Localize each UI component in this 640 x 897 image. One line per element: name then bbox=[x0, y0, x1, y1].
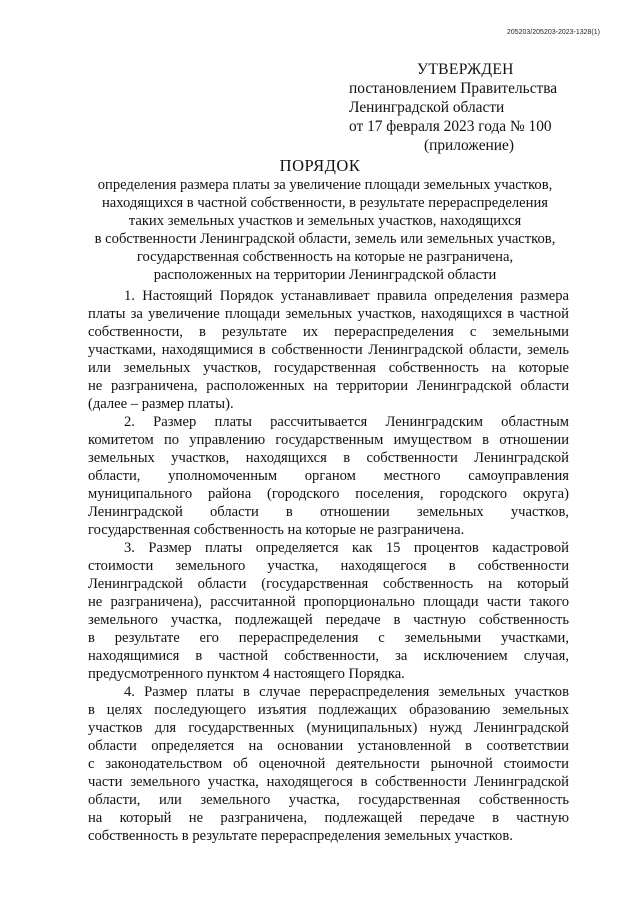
paragraph-line: земельных участков, находящихся в собственности Ленинградской bbox=[88, 450, 569, 466]
paragraph-line: земельного участка, подлежащей передаче в частную собственность bbox=[88, 612, 569, 628]
subtitle-line: таких земельных участков и земельных участков, находящихся bbox=[128, 213, 522, 229]
paragraph-line: 2. Размер платы рассчитывается Ленинградским областным bbox=[124, 414, 569, 430]
approval-heading: УТВЕРЖДЕН bbox=[417, 61, 514, 78]
document-title: ПОРЯДОК bbox=[279, 156, 361, 175]
approval-stamp-block bbox=[349, 60, 557, 155]
paragraph-line: на который не разграничена, подлежащей передаче в частную bbox=[88, 810, 569, 826]
paragraph-line: 1. Настоящий Порядок устанавливает правила определения размера bbox=[124, 288, 569, 304]
approval-appendix-label: (приложение) bbox=[424, 137, 514, 154]
paragraph-line: с законодательством об оценочной деятельности рыночной стоимости bbox=[88, 756, 569, 772]
paragraph-line: 4. Размер платы в случае перераспределения земельных участков bbox=[124, 684, 569, 700]
paragraph-line: участков для государственных (муниципальных) нужд Ленинградской bbox=[88, 720, 569, 736]
paragraph-2 bbox=[88, 413, 569, 539]
subtitle-line: в собственности Ленинградской области, земель или земельных участков, bbox=[94, 231, 556, 247]
paragraph-line: предусмотренного пунктом 4 настоящего Порядка. bbox=[88, 666, 405, 682]
paragraph-line: не разграничена), рассчитанной пропорционально площади части такого bbox=[88, 594, 569, 610]
paragraph-line: комитетом по управлению государственным имуществом в отношении bbox=[88, 432, 569, 448]
paragraph-line: государственная собственность на которые не разграничена. bbox=[88, 522, 465, 538]
subtitle-line: государственная собственность на которые не разграничена, bbox=[136, 249, 514, 265]
paragraph-line: области, или земельного участка, государственная собственность bbox=[88, 792, 569, 808]
document-subtitle bbox=[80, 176, 570, 284]
paragraph-line: области, уполномоченным органом местного самоуправления bbox=[88, 468, 569, 484]
paragraph-line: участками, находящимися в собственности Ленинградской области, земель bbox=[88, 342, 569, 358]
paragraph-line: области определяется на основании установленной в соответствии bbox=[88, 738, 569, 754]
subtitle-line: находящихся в частной собственности, в результате перераспределения bbox=[101, 195, 548, 211]
paragraph-line: не разграничена, расположенных на территории Ленинградской области bbox=[88, 378, 569, 394]
paragraph-line: части земельного участка, находящегося в собственности Ленинградской bbox=[88, 774, 569, 790]
paragraph-4 bbox=[88, 683, 569, 845]
document-body bbox=[88, 287, 569, 845]
paragraph-3 bbox=[88, 539, 569, 683]
paragraph-line: в целях последующего изъятия подлежащих образованию земельных bbox=[88, 702, 569, 718]
paragraph-line: собственности, в результате их перераспределения с земельными bbox=[88, 324, 569, 340]
paragraph-line: (далее – размер платы). bbox=[88, 396, 234, 412]
document-registration-number: 205203/205203-2023-1328(1) bbox=[506, 29, 600, 36]
subtitle-line: расположенных на территории Ленинградской области bbox=[153, 267, 497, 283]
paragraph-line: 3. Размер платы определяется как 15 процентов кадастровой bbox=[124, 540, 569, 556]
paragraph-line: или земельных участков, государственная собственность на которые bbox=[88, 360, 569, 376]
paragraph-line: в результате его перераспределения с земельными участками, bbox=[88, 630, 569, 646]
approval-line: постановлением Правительства bbox=[349, 80, 558, 97]
paragraph-1 bbox=[88, 287, 569, 413]
paragraph-line: Ленинградской области в отношении земельных участков, bbox=[88, 504, 569, 520]
paragraph-line: платы за увеличение площади земельных участков, находящихся в частной bbox=[88, 306, 569, 322]
approval-line: от 17 февраля 2023 года № 100 bbox=[349, 118, 552, 135]
paragraph-line: муниципального района (городского поселения, городского округа) bbox=[88, 486, 569, 502]
paragraph-line: Ленинградской области (государственная собственность на который bbox=[88, 576, 569, 592]
approval-line: Ленинградской области bbox=[349, 99, 505, 116]
paragraph-line: стоимости земельного участка, находящегося в собственности bbox=[88, 558, 569, 574]
paragraph-line: находящимися в частной собственности, за исключением случая, bbox=[88, 648, 569, 664]
paragraph-line: собственность в результате перераспределения земельных участков. bbox=[88, 828, 513, 844]
subtitle-line: определения размера платы за увеличение площади земельных участков, bbox=[97, 177, 553, 193]
